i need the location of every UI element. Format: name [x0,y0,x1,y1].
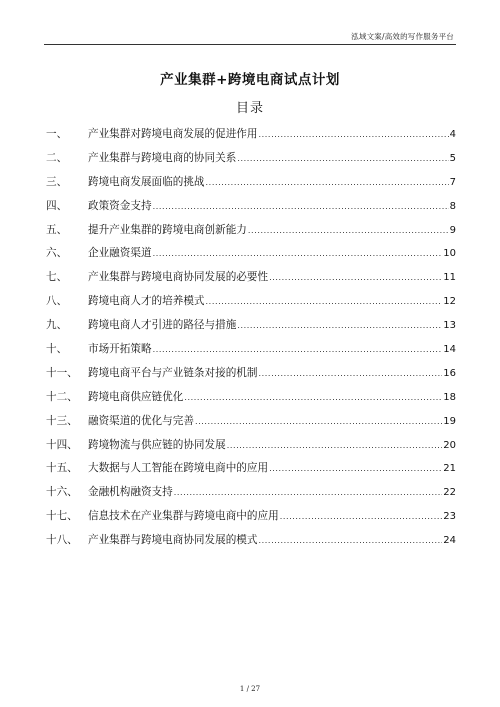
toc-entry[interactable] [46,460,456,484]
toc-entry-number: 十五、 [46,462,78,475]
toc-dot-leader [174,488,443,497]
table-of-contents [46,126,456,556]
toc-dot-leader [184,393,442,402]
toc-dot-leader [259,130,449,139]
toc-entry-title: 信息技术在产业集群与跨境电商中的应用 [88,510,279,523]
toc-entry-page: 21 [443,463,456,475]
toc-entry-number: 十八、 [46,534,78,547]
toc-entry-title: 跨境电商平台与产业链条对接的机制 [88,366,258,379]
toc-entry-page: 19 [443,415,456,427]
toc-entry-title: 产业集群与跨境电商的协同关系 [88,151,237,164]
toc-entry[interactable] [46,317,456,341]
toc-entry[interactable] [46,532,456,556]
toc-entry-number: 四、 [46,199,68,212]
toc-dot-leader [206,297,443,306]
toc-entry-number: 十一、 [46,366,78,379]
toc-entry-title: 跨境电商发展面临的挑战 [88,175,205,188]
document-title: 产业集群+跨境电商试点计划 [160,72,340,88]
toc-entry-number: 十六、 [46,486,78,499]
toc-dot-leader [280,512,443,521]
toc-entry-number: 十七、 [46,510,78,523]
toc-dot-leader [153,345,443,354]
page-header: 泓域文案/高效的写作服务平台 [351,32,454,41]
toc-entry-title: 跨境物流与供应链的协同发展 [88,438,226,451]
toc-entry-number: 三、 [46,175,68,188]
toc-dot-leader [153,202,449,211]
toc-entry[interactable] [46,341,456,365]
toc-entry-title: 产业集群对跨境电商发展的促进作用 [88,128,258,140]
toc-entry-title: 政策资金支持 [88,199,152,212]
toc-entry-number: 十四、 [46,438,78,451]
toc-entry[interactable] [46,484,456,508]
toc-entry[interactable] [46,293,456,317]
toc-entry[interactable] [46,365,456,389]
toc-dot-leader [259,536,443,545]
toc-entry-title: 提升产业集群的跨境电商创新能力 [88,223,247,236]
toc-entry-title: 大数据与人工智能在跨境电商中的应用 [88,462,269,475]
toc-entry-number: 一、 [46,128,68,140]
toc-entry[interactable] [46,437,456,461]
toc-dot-leader [206,178,449,187]
toc-dot-leader [153,249,443,258]
toc-entry-page: 5 [449,152,456,164]
toc-entry-page: 7 [449,176,456,188]
toc-entry[interactable] [46,269,456,293]
toc-entry-title: 产业集群与跨境电商协同发展的模式 [88,534,258,547]
toc-entry-title: 融资渠道的优化与完善 [88,414,194,427]
toc-entry[interactable] [46,413,456,437]
toc-entry-number: 十、 [46,343,68,356]
toc-dot-leader [237,154,448,163]
toc-entry-title: 企业融资渠道 [88,247,152,260]
toc-entry-page: 12 [443,296,456,308]
toc-entry[interactable] [46,150,456,174]
toc-entry[interactable] [46,198,456,222]
toc-entry-page: 24 [443,535,456,547]
toc-entry[interactable] [46,245,456,269]
toc-entry-page: 10 [443,248,456,260]
toc-entry[interactable] [46,389,456,413]
toc-dot-leader [195,417,442,426]
toc-dot-leader [259,369,443,378]
toc-entry-number: 九、 [46,319,68,332]
toc-entry-number: 六、 [46,247,68,260]
toc-heading: 目录 [235,101,264,116]
toc-entry-page: 14 [443,344,456,356]
toc-entry-title: 金融机构融资支持 [88,486,173,499]
toc-entry-number: 七、 [46,271,68,284]
toc-entry[interactable] [46,174,456,198]
toc-entry-page: 11 [443,272,456,284]
toc-entry-title: 跨境电商人才的培养模式 [88,295,205,308]
toc-entry[interactable] [46,508,456,532]
toc-dot-leader [269,273,442,282]
toc-entry-page: 18 [443,391,456,403]
toc-dot-leader [227,441,443,450]
toc-dot-leader [237,321,442,330]
toc-entry-title: 跨境电商供应链优化 [88,390,184,403]
toc-entry-page: 16 [443,367,456,379]
toc-entry-number: 八、 [46,295,68,308]
toc-entry-page: 23 [443,511,456,523]
header-divider [44,44,456,45]
toc-entry-page: 9 [449,224,456,236]
toc-entry-title: 市场开拓策略 [88,343,152,356]
toc-entry[interactable] [46,222,456,246]
toc-entry-page: 4 [449,129,456,140]
toc-entry-page: 20 [443,439,456,451]
toc-entry-page: 13 [443,320,456,332]
toc-entry-number: 五、 [46,223,68,236]
page-indicator: 1 / 27 [239,685,261,693]
toc-entry-page: 22 [443,487,456,499]
toc-entry-number: 二、 [46,151,68,164]
toc-entry-number: 十二、 [46,390,78,403]
toc-entry-number: 十三、 [46,414,78,427]
toc-entry-page: 8 [449,200,456,212]
toc-entry-title: 产业集群与跨境电商协同发展的必要性 [88,271,269,284]
toc-dot-leader [269,464,442,473]
toc-dot-leader [248,226,449,235]
toc-entry-title: 跨境电商人才引进的路径与措施 [88,319,237,332]
toc-entry[interactable] [46,126,456,150]
